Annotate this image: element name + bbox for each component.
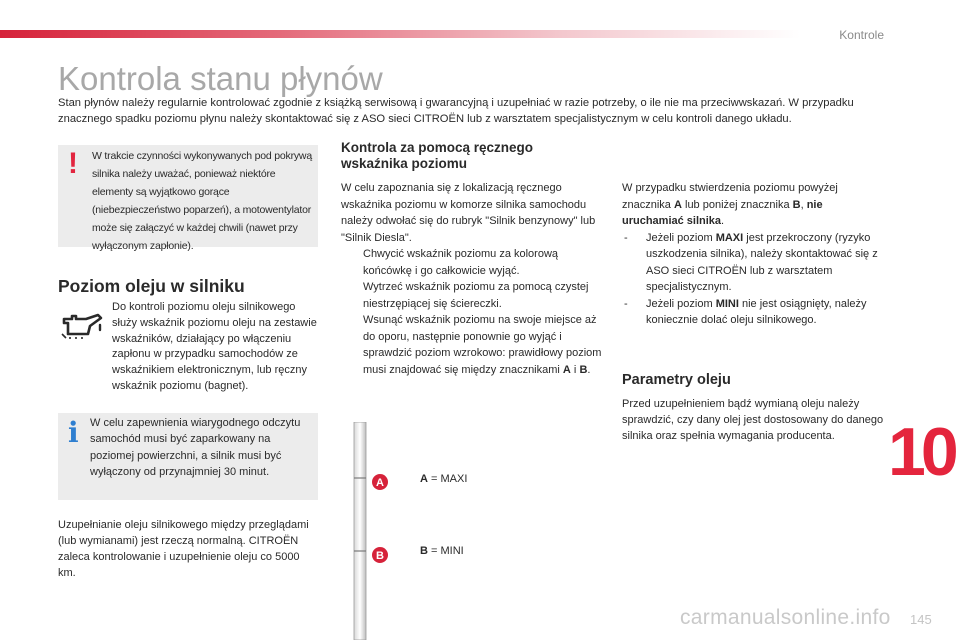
marker-b-ref: B	[792, 198, 801, 211]
label-a-letter: A	[420, 473, 428, 485]
info-icon: i	[68, 416, 79, 449]
info-text: W celu zapewnienia wiarygodnego odczytu samochód musi być zaparkowany na poziomej powierzchni, a silnik musi być wyłączony od przynajmniej 30 minut.	[90, 417, 301, 479]
manual-check-heading-line2: wskaźnika poziomu	[341, 156, 468, 171]
oil-level-heading: Poziom oleju w silniku	[58, 276, 245, 296]
list-item-text: Wytrzeć wskaźnik poziomu za pomocą czystej niestrzępiącej się ściereczki.	[363, 281, 589, 310]
list-item	[622, 230, 884, 296]
dipstick-rod	[354, 422, 366, 640]
header-color-bar	[0, 30, 800, 38]
section-name: Kontrole	[839, 28, 884, 42]
oil-level-description: Do kontroli poziomu oleju silnikowego służy wskaźnik poziomu oleju na zestawie wskaźników, działający po włączeniu zapłonu w przypadku samochodów ze wskaźnikiem elektronicznym, lub ręczny wskaźnik poziomu (bagnet).	[112, 301, 317, 392]
chapter-number: 10	[888, 414, 954, 490]
mini-label: MINI	[715, 297, 739, 310]
manual-check-column	[341, 180, 603, 378]
label-a-maxi	[420, 473, 467, 485]
dash-mark: -	[624, 297, 628, 310]
warning-text: W trakcie czynności wykonywanych pod pokrywą silnika należy uważać, ponieważ niektóre elementy są wyjątkowo gorące (niebezpieczeństwo poparzeń), a motowentylator może się załączyć w każdej chwili (nawet przy wyłączonym zapłonie).	[92, 150, 312, 252]
page-number: 145	[910, 612, 932, 627]
oil-parameters-text: Przed uzupełnieniem bądź wymianą oleju należy sprawdzić, czy dany olej jest dostosowany do danego silnika oraz spełnia wymagania producenta.	[622, 398, 884, 442]
list-item	[341, 279, 603, 312]
marker-a-ref: A	[562, 363, 571, 376]
manual-check-intro: W celu zapoznania się z lokalizacją ręcznego wskaźnika poziomu w komorze silnika samochodu należy odwołać się do rubryk "Silnik benzynowy" lub "Silnik Diesla".	[341, 182, 596, 244]
list-item-text: Chwycić wskaźnik poziomu za kolorową końcówkę i go całkowicie wyjąć.	[363, 248, 559, 277]
watermark: carmanualsonline.info	[680, 606, 891, 629]
label-a-text: = MAXI	[427, 473, 468, 485]
do-not-start-warning: nie uruchamiać silnika	[622, 198, 823, 227]
marker-b-ref: B	[579, 363, 588, 376]
warning-box	[58, 145, 318, 252]
list-item-text: jest przekroczony (ryzyko uszkodzenia silnika), należy skontaktować się z ASO sieci CITROËN lub z warsztatem specjalistycznym.	[646, 231, 878, 293]
manual-check-heading	[341, 140, 581, 172]
marker-b-letter: B	[376, 550, 384, 562]
list-item	[341, 246, 603, 279]
list-item	[622, 296, 884, 329]
comma: ,	[800, 198, 807, 211]
dash-mark: -	[624, 231, 628, 244]
oil-topup-paragraph: Uzupełnianie oleju silnikowego między przeglądami (lub wymianami) jest rzeczą normalną. CITROËN zaleca kontrolowanie i uzupełnienie oleju co 5000 km.	[58, 519, 309, 579]
sentence-end: .	[721, 215, 725, 227]
info-box	[58, 413, 318, 500]
sentence-end: .	[587, 363, 591, 376]
manual-check-heading-line1: Kontrola za pomocą ręcznego	[341, 140, 534, 155]
intro-paragraph: Stan płynów należy regularnie kontrolować zgodnie z książką serwisową i gwarancyjną i uzupełniać w razie potrzeby, o ile nie ma przeciwwskazań. W przypadku znacznego spadku poziomu płynu należy skontaktować się z ASO sieci CITROËN lub z warsztatem specjalistycznym w celu kontroli danego układu.	[58, 97, 854, 125]
list-item-text: Jeżeli poziom	[646, 297, 716, 310]
right-column	[622, 180, 884, 329]
oil-can-icon	[60, 310, 104, 340]
list-item-text: Jeżeli poziom	[646, 231, 716, 244]
maxi-label: MAXI	[715, 231, 744, 244]
dipstick-illustration	[350, 422, 410, 640]
level-warning-text: W przypadku stwierdzenia poziomu powyżej znacznika	[622, 182, 838, 211]
marker-a-letter: A	[376, 477, 384, 489]
oil-parameters-heading: Parametry oleju	[622, 372, 731, 388]
label-b-letter: B	[420, 545, 428, 557]
level-warning-paragraph	[622, 180, 884, 230]
marker-a-ref: A	[673, 198, 682, 211]
level-warning-text: lub poniżej znacznika	[681, 198, 793, 211]
label-b-mini	[420, 545, 464, 557]
warning-icon: !	[68, 147, 78, 180]
page-title: Kontrola stanu płynów	[58, 60, 383, 97]
list-item	[341, 312, 603, 378]
list-item-text: nie jest osiągnięty, należy koniecznie dolać oleju silnikowego.	[646, 297, 867, 326]
conjunction: i	[570, 363, 580, 376]
list-item-text: Wsunąć wskaźnik poziomu na swoje miejsce aż do oporu, następnie ponownie go wyjąć i sprawdzić poziom wzrokowo: prawidłowy poziom musi znajdować się między znacznikami	[363, 314, 602, 376]
label-b-text: = MINI	[427, 545, 464, 557]
